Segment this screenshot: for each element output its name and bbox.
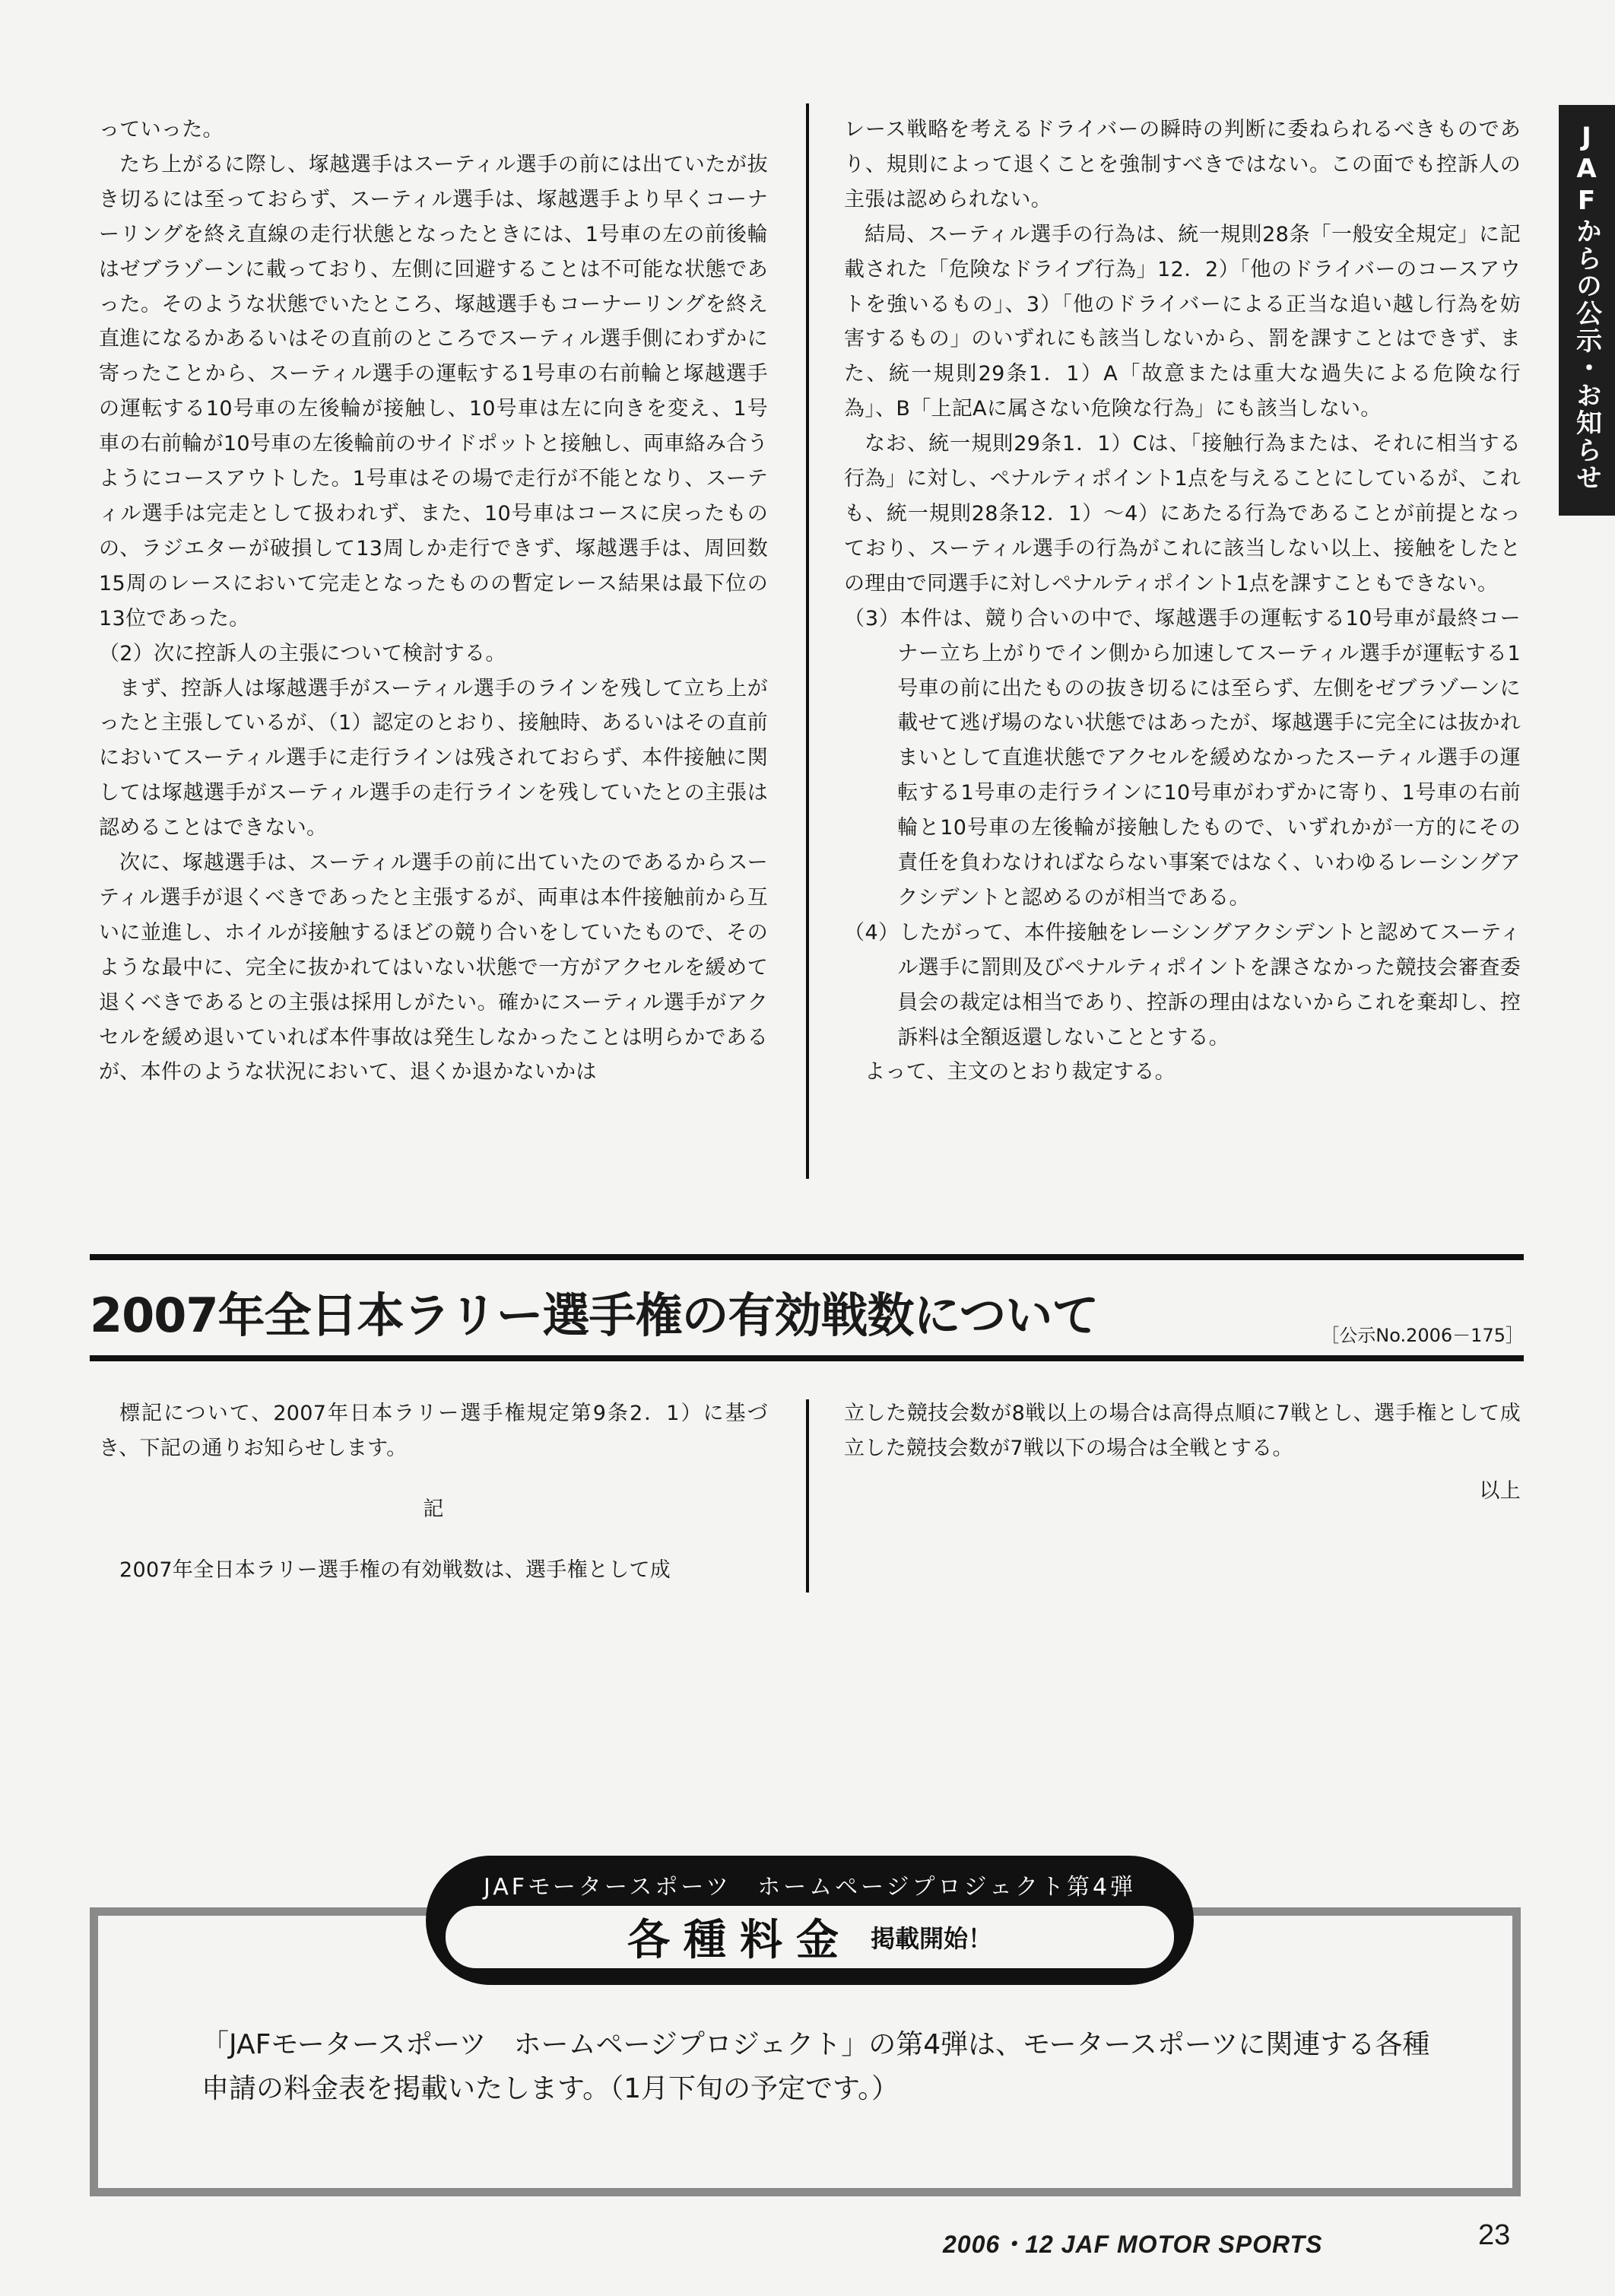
notice-number: ［公示No.2006－175］ [1321,1325,1524,1346]
paragraph: たち上がるに際し、塚越選手はスーティル選手の前には出ていたが抜き切るには至っておらず、スーティル選手は、塚越選手より早くコーナーリングを終え直線の走行状態となったときには、1号車の左の前後輪はゼブラゾーンに載っており、左側に回避することは不可能な状態であった。そのような状態でいたところ、塚越選手もコーナーリングを終え直進になるかあるいはその直前のところでスーティル選手側にわずかに寄ったことから、スーティル選手の運転する1号車の右前輪と塚越選手の運転する10号車の左後輪が接触し、10号車は左に向きを変え、1号車の右前輪が10号車の左後輪前のサイドポットと接触し、両車絡み合うようにコースアウトした。1号車はその場で走行が不能となり、スーティル選手は完走として扱われず、また、10号車はコースに戻ったものの、ラジエターが破損して13周しか走行できず、塚越選手は、周回数15周のレースにおいて完走となったものの暫定レース結果は最下位の13位であった。 [99,152,768,630]
paragraph: っていった。 [99,118,224,141]
upper-right-column [844,113,1521,1090]
paragraph: （2）次に控訴人の主張について検討する。 [99,641,506,665]
paragraph: なお、統一規則29条1．1）Cは、「接触行為または、それに相当する行為」に対し、ペナルティポイント1点を与えることにしているが、これも、統一規則28条12．1）～4）にあたる行為であることが前提となっており、スーティル選手の行為がこれに該当しない以上、接触をしたとの理由で同選手に対しペナルティポイント1点を課すこともできない。 [844,432,1521,595]
paragraph: よって、主文のとおり裁定する。 [865,1060,1176,1084]
section-tab: JAFからの公示・お知らせ [1559,105,1615,516]
announcement-line-2: 申請の料金表を掲載いたします。（1月下旬の予定です。） [201,2073,900,2104]
section-right-column [844,1396,1521,1509]
section-paragraph-2: 2007年全日本ラリー選手権の有効戦数は、選手権として成 [119,1558,671,1582]
announcement-pill [426,1856,1194,1985]
section-paragraph-3: 立した競技会数が8戦以上の場合は高得点順に7戦とし、選手権として成立した競技会数が7戦以下の場合は全戦とする。 [844,1402,1521,1460]
paragraph: 結局、スーティル選手の行為は、統一規則28条「一般安全規定」に記載された「危険なドライブ行為」12．2）「他のドライバーのコースアウトを強いるもの」、3）「他のドライバーによる正当な追い越し行為を妨害するもの」のいずれにも該当しないから、罰を課すことはできず、また、統一規則29条1．1）A「故意または重大な過失による危険な行為」、B「上記Aに属さない危険な行為」にも該当しない。 [844,222,1521,421]
pill-heading: 各種料金 [627,1916,852,1965]
paragraph: （3）本件は、競り合いの中で、塚越選手の運転する10号車が最終コーナー立ち上がりでイン側から加速してスーティル選手が運転する1号車の前に出たものの抜き切るには至らず、左側をゼブラゾーンに載せて逃げ場のない状態ではあったが、塚越選手に完全には抜かれまいとして直進状態でアクセルを緩めなかったスーティル選手の運転する1号車の走行ラインに10号車がわずかに寄り、1号車の右前輪と10号車の左後輪が接触したもので、いずれかが一方的にその責任を負わなければならない事案ではなく、いわゆるレーシングアクシデントと認めるのが相当である。 [844,606,1521,910]
section-title: 2007年全日本ラリー選手権の有効戦数について [90,1288,1099,1343]
paragraph: 次に、塚越選手は、スーティル選手の前に出ていたのであるからスーティル選手が退くべきであったと主張するが、両車は本件接触前から互いに並進し、ホイルが接触するほどの競り合いをしていたもので、そのような最中に、完全に抜かれてはいない状態で一方がアクセルを緩めて退くべきであるとの主張は採用しがたい。確かにスーティル選手がアクセルを緩め退いていれば本件事故は発生しなかったことは明らかであるが、本件のような状況において、退くか退かないかは [99,851,768,1084]
ki-label: 記 [423,1497,444,1521]
paragraph: （4）したがって、本件接触をレーシングアクシデントと認めてスーティル選手に罰則及びペナルティポイントを課さなかった競技会審査委員会の裁定は相当であり、控訴の理由はないからこれを棄却し、控訴料は全額返還しないこととする。 [844,920,1521,1050]
section-left-column [99,1396,768,1588]
upper-left-column [99,113,768,1090]
page-number: 23 [1478,2219,1511,2251]
section-rule-bottom [90,1355,1524,1361]
paragraph: まず、控訴人は塚越選手がスーティル選手のラインを残して立ち上がったと主張しているが、（1）認定のとおり、接触時、あるいはその直前においてスーティル選手に走行ラインは残されておらず、本件接触に関しては塚越選手がスーティル選手の走行ラインを残していたとの主張は認めることはできない。 [99,676,768,840]
announcement-line-1: 「JAFモータースポーツ ホームページプロジェクト」の第4弾は、モータースポーツに関連する各種 [201,2029,1430,2060]
pill-top-text: JAFモータースポーツ ホームページプロジェクト第4弾 [483,1874,1137,1901]
section-paragraph-1: 標記について、2007年日本ラリー選手権規定第9条2．1）に基づき、下記の通りお知らせします。 [99,1402,768,1460]
paragraph: レース戦略を考えるドライバーの瞬時の判断に委ねられるべきものであり、規則によって退くことを強制すべきではない。この面でも控訴人の主張は認められない。 [844,118,1521,211]
pill-subheading: 掲載開始！ [870,1924,992,1953]
section-rule-top [90,1254,1524,1260]
column-divider-bottom [806,1399,809,1593]
footer-magazine-title: 2006・12 JAF MOTOR SPORTS [943,2231,1323,2258]
ijou-label: 以上 [1479,1478,1521,1503]
announcement-text [201,2023,1464,2111]
column-divider-top [806,103,809,1179]
pill-inner [446,1906,1174,1968]
